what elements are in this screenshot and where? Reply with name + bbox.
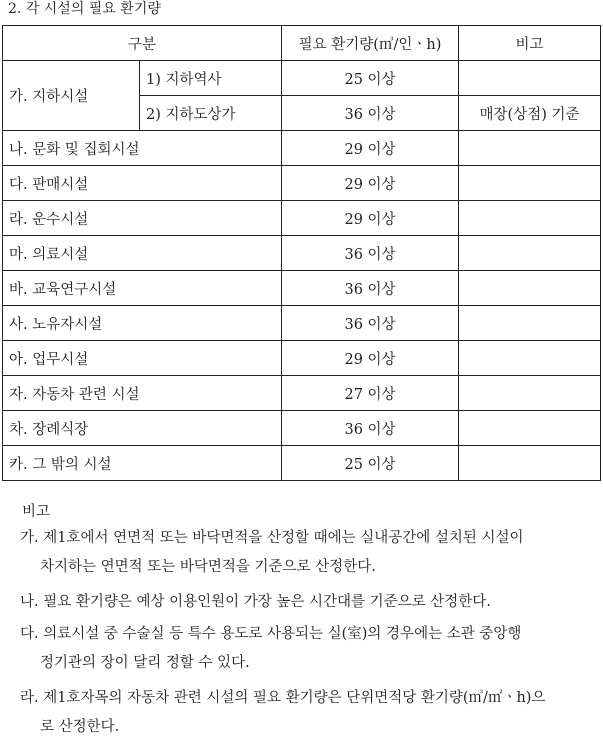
remark-note bbox=[20, 620, 600, 678]
sub-item-name: 2) 지하도상가 bbox=[140, 96, 282, 131]
facility-name: 다. 판매시설 bbox=[3, 166, 282, 201]
facility-name: 사. 노유자시설 bbox=[3, 306, 282, 341]
remark-cell bbox=[459, 411, 601, 446]
facility-name: 마. 의료시설 bbox=[3, 236, 282, 271]
ventilation-value: 36 이상 bbox=[282, 411, 459, 446]
remark-note-continuation: 로 산정한다. bbox=[40, 719, 120, 735]
remark-cell bbox=[459, 166, 601, 201]
remark-cell bbox=[459, 61, 601, 96]
ventilation-value: 25 이상 bbox=[282, 61, 459, 96]
table-row bbox=[3, 201, 601, 236]
remark-cell: 매장(상점) 기준 bbox=[459, 96, 601, 131]
remark-cell bbox=[459, 306, 601, 341]
header-remarks: 비고 bbox=[459, 26, 601, 61]
remark-cell bbox=[459, 236, 601, 271]
remark-cell bbox=[459, 376, 601, 411]
table-row bbox=[3, 341, 601, 376]
group-label-underground: 가. 지하시설 bbox=[3, 61, 140, 131]
header-category: 구분 bbox=[3, 26, 282, 61]
ventilation-value: 25 이상 bbox=[282, 446, 459, 481]
ventilation-value: 29 이상 bbox=[282, 201, 459, 236]
facility-name: 자. 자동차 관련 시설 bbox=[3, 376, 282, 411]
table-row bbox=[3, 61, 601, 96]
facility-name: 차. 장례식장 bbox=[3, 411, 282, 446]
facility-name: 바. 교육연구시설 bbox=[3, 271, 282, 306]
remark-note-line: 나. 필요 환기량은 예상 이용인원이 가장 높은 시간대를 기준으로 산정한다. bbox=[20, 594, 491, 610]
facility-name: 라. 운수시설 bbox=[3, 201, 282, 236]
facility-name: 아. 업무시설 bbox=[3, 341, 282, 376]
table-row bbox=[3, 411, 601, 446]
ventilation-value: 29 이상 bbox=[282, 131, 459, 166]
ventilation-value: 36 이상 bbox=[282, 306, 459, 341]
ventilation-value: 36 이상 bbox=[282, 271, 459, 306]
remark-cell bbox=[459, 446, 601, 481]
table-row bbox=[3, 236, 601, 271]
table-row bbox=[3, 166, 601, 201]
remark-cell bbox=[459, 201, 601, 236]
header-required-ventilation: 필요 환기량(㎥/인ㆍh) bbox=[282, 26, 459, 61]
remark-note-continuation: 차지하는 연면적 또는 바닥면적을 기준으로 산정한다. bbox=[40, 559, 376, 575]
facility-name: 카. 그 밖의 시설 bbox=[3, 446, 282, 481]
table-row bbox=[3, 306, 601, 341]
remark-cell bbox=[459, 271, 601, 306]
remark-cell bbox=[459, 131, 601, 166]
facility-name: 나. 문화 및 집회시설 bbox=[3, 131, 282, 166]
ventilation-table bbox=[2, 25, 601, 481]
remark-note-line: 라. 제1호자목의 자동차 관련 시설의 필요 환기량은 단위면적당 환기량(㎥/㎡ㆍh)으 bbox=[20, 690, 546, 706]
remark-cell bbox=[459, 341, 601, 376]
table-row bbox=[3, 446, 601, 481]
remark-note-line: 가. 제1호에서 연면적 또는 바닥면적을 산정할 때에는 실내공간에 설치된 시설이 bbox=[20, 530, 524, 546]
ventilation-value: 36 이상 bbox=[282, 236, 459, 271]
ventilation-value: 36 이상 bbox=[282, 96, 459, 131]
table-row bbox=[3, 131, 601, 166]
remark-note bbox=[20, 684, 600, 742]
remark-note bbox=[20, 588, 600, 617]
section-title: 2. 각 시설의 필요 환기량 bbox=[8, 1, 161, 17]
ventilation-value: 29 이상 bbox=[282, 341, 459, 376]
ventilation-value: 29 이상 bbox=[282, 166, 459, 201]
remarks-title: 비고 bbox=[22, 504, 51, 520]
table-row bbox=[3, 271, 601, 306]
remark-note-line: 다. 의료시설 중 수술실 등 특수 용도로 사용되는 실(室)의 경우에는 소관 중앙행 bbox=[20, 626, 522, 642]
sub-item-name: 1) 지하역사 bbox=[140, 61, 282, 96]
remark-note-continuation: 정기관의 장이 달리 정할 수 있다. bbox=[40, 655, 250, 671]
table-row bbox=[3, 376, 601, 411]
remark-note bbox=[20, 524, 600, 582]
table-header-row bbox=[3, 26, 601, 61]
ventilation-value: 27 이상 bbox=[282, 376, 459, 411]
